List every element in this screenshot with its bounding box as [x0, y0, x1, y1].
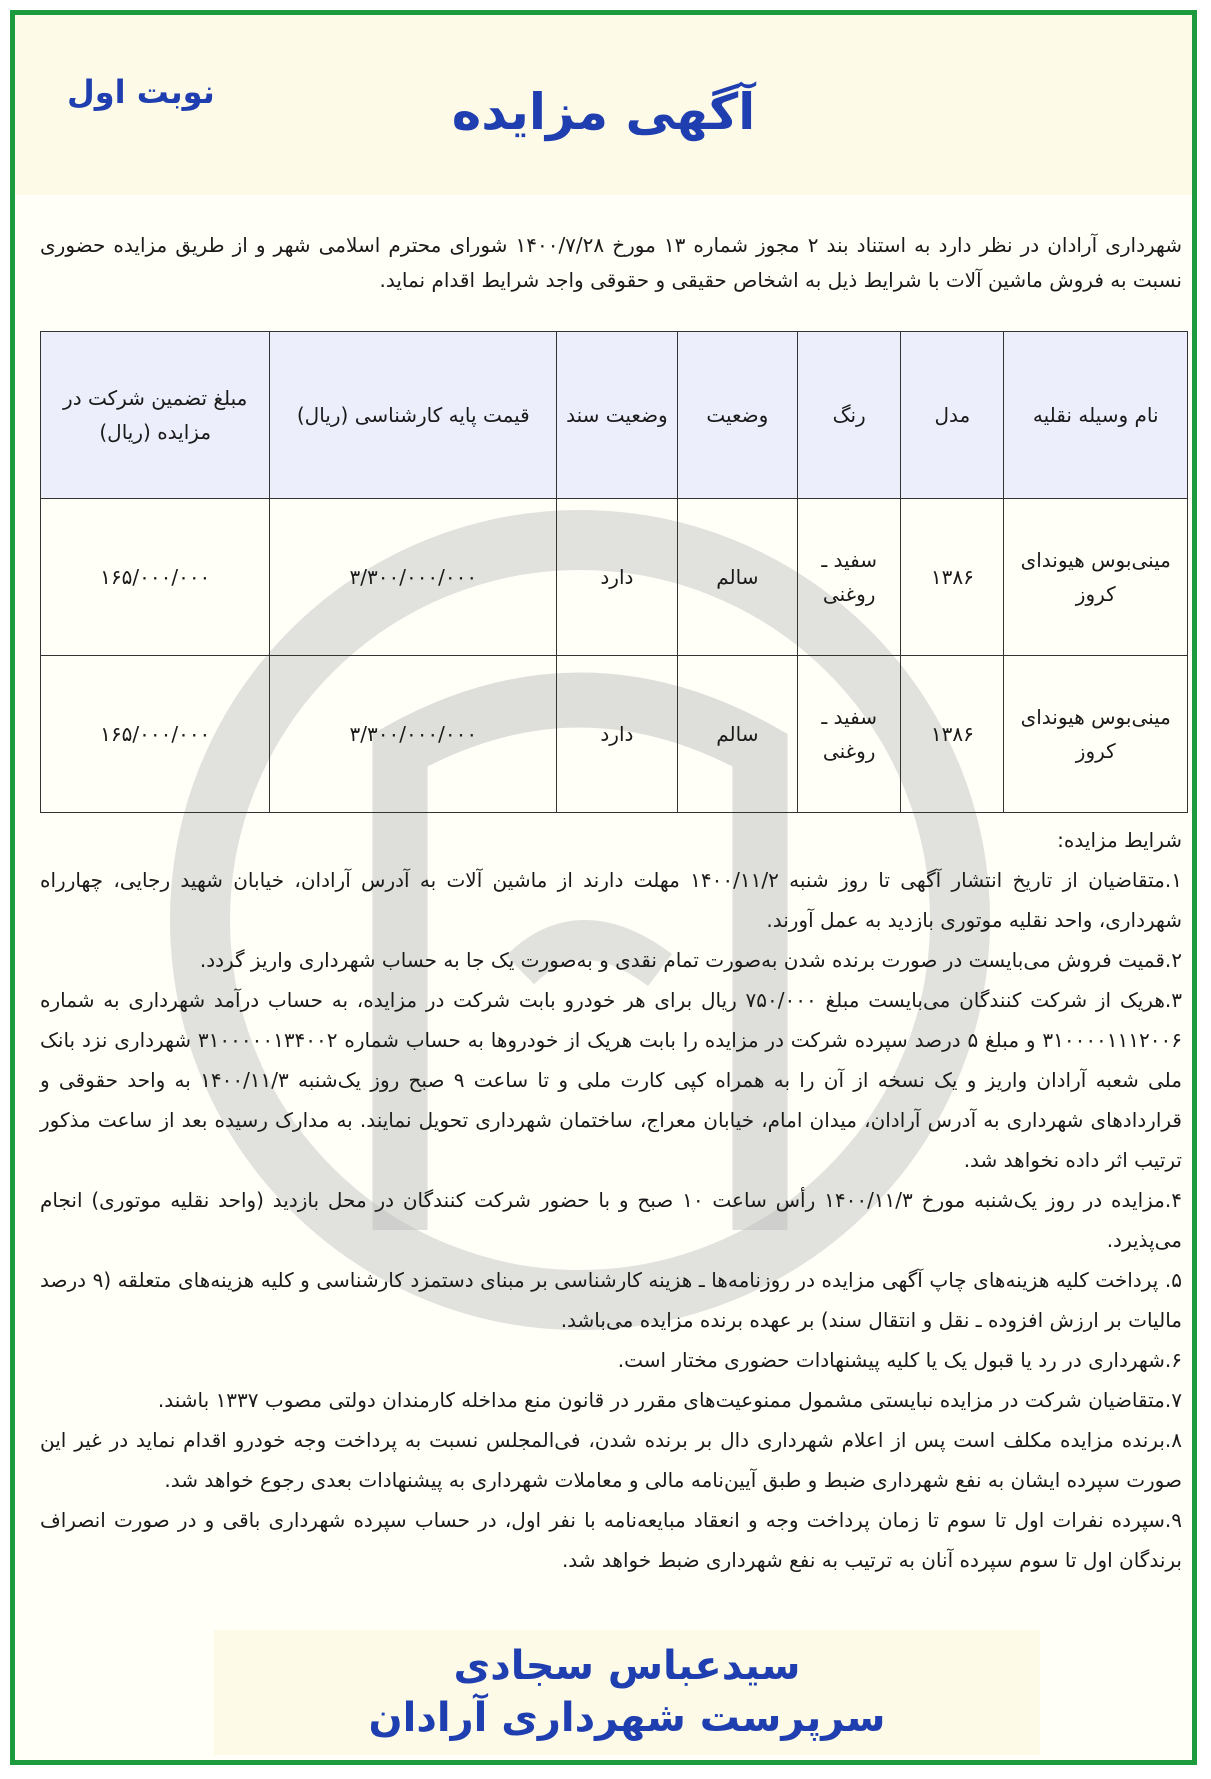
term-item: ۳.هریک از شرکت کنندگان می‌بایست مبلغ ۷۵۰/۰۰۰ ریال برای هر خودرو بابت شرکت در مزایده، به حساب درآمد شهرداری به شماره ۳۱۰۰۰۰۱۱۱۲۰۰۶ و مبلغ ۵ درصد سپرده شرکت در مزایده را بابت هریک از خودروها به حساب شماره ۳۱۰۰۰۰۰۱۳۴۰۰۲ شهرداری نزد بانک ملی شعبه آرادان واریز و یک نسخه از آن را به همراه کپی کارت ملی و تا ساعت ۹ صبح روز یک‌شنبه ۱۴۰۰/۱۱/۳ به واحد حقوقی و قراردادهای شهرداری به آدرس آرادان، میدان امام، خیابان معراج، ساختمان شهرداری تحویل نمایند. به مدارک رسیده بعد از ساعت مذکور ترتیب اثر داده نخواهد شد.	[40, 988, 1182, 1172]
header	[15, 15, 1192, 195]
terms-section	[40, 820, 1182, 1580]
terms-heading: شرایط مزایده:	[1057, 828, 1182, 852]
cell-document: دارد	[557, 656, 677, 813]
term-item: ۶.شهرداری در رد یا قبول یک یا کلیه پیشنهادات حضوری مختار است.	[617, 1348, 1182, 1372]
cell-condition: سالم	[677, 656, 797, 813]
term-item: ۹.سپرده نفرات اول تا سوم تا زمان پرداخت وجه و انعقاد مبایعه‌نامه با نفر اول، در حساب سپرده شهرداری باقی و در صورت انصراف برندگان اول تا سوم سپرده آنان به ترتیب به نفع شهرداری ضبط خواهد شد.	[40, 1508, 1182, 1572]
term-item: ۱.متقاضیان از تاریخ انتشار آگهی تا روز شنبه ۱۴۰۰/۱۱/۲ مهلت دارند از ماشین آلات به آدرس آرادان، خیابان شهید رجایی، چهارراه شهرداری، واحد نقلیه موتوری بازدید به عمل آورند.	[40, 868, 1183, 932]
page-title: آگهی مزایده	[451, 83, 756, 141]
cell-deposit: ۱۶۵/۰۰۰/۰۰۰	[41, 656, 270, 813]
cell-document: دارد	[557, 499, 677, 656]
term-item: ۷.متقاضیان شرکت در مزایده نبایستی مشمول ممنوعیت‌های مقرر در قانون منع مداخله کارمندان دولتی مصوب ۱۳۳۷ باشند.	[157, 1388, 1182, 1412]
cell-color: سفید ـ روغنی	[798, 499, 901, 656]
table-header-row	[41, 332, 1188, 499]
col-deposit: مبلغ تضمین شرکت در مزایده (ریال)	[41, 332, 270, 499]
col-model: مدل	[901, 332, 1004, 499]
col-condition: وضعیت	[677, 332, 797, 499]
signatory-title: سرپرست شهرداری آرادان	[368, 1695, 886, 1741]
signature-block	[214, 1630, 1040, 1755]
term-item: ۲.قمیت فروش می‌بایست در صورت برنده شدن به‌صورت تمام نقدی و به‌صورت یک جا به حساب شهرداری واریز گردد.	[199, 948, 1182, 972]
vehicle-table	[40, 331, 1188, 813]
cell-vehicle: مینی‌بوس هیوندای کروز	[1004, 656, 1188, 813]
intro-paragraph: شهرداری آرادان در نظر دارد به استناد بند ۲ مجوز شماره ۱۳ مورخ ۱۴۰۰/۷/۲۸ شورای محترم اسلامی شهر و از طریق مزایده حضوری نسبت به فروش ماشین آلات با شرایط ذیل به اشخاص حقیقی و حقوقی واجد شرایط اقدام نماید.	[40, 233, 1182, 292]
col-color: رنگ	[798, 332, 901, 499]
table-row	[41, 656, 1188, 813]
cell-model: ۱۳۸۶	[901, 656, 1004, 813]
cell-model: ۱۳۸۶	[901, 499, 1004, 656]
signatory-name: سیدعباس سجادی	[453, 1643, 801, 1689]
term-item: ۸.برنده مزایده مکلف است پس از اعلام شهرداری دال بر برنده شدن، فی‌المجلس نسبت به پرداخت وجه خودرو اقدام نماید در غیر این صورت سپرده ایشان به نفع شهرداری ضبط و طبق آیین‌نامه مالی و معاملات شهرداری به پیشنهادات بعدی رجوع خواهد شد.	[40, 1428, 1182, 1492]
cell-vehicle: مینی‌بوس هیوندای کروز	[1004, 499, 1188, 656]
cell-base-price: ۳/۳۰۰/۰۰۰/۰۰۰	[270, 499, 557, 656]
col-document: وضعیت سند	[557, 332, 677, 499]
cell-deposit: ۱۶۵/۰۰۰/۰۰۰	[41, 499, 270, 656]
table-row	[41, 499, 1188, 656]
cell-base-price: ۳/۳۰۰/۰۰۰/۰۰۰	[270, 656, 557, 813]
term-item: ۵. پرداخت کلیه هزینه‌های چاپ آگهی مزایده در روزنامه‌ها ـ هزینه کارشناسی بر مبنای دستمزد کارشناسی و کلیه هزینه‌های متعلقه (۹ درصد مالیات بر ارزش افزوده ـ نقل و انتقال سند) بر عهده برنده مزایده می‌باشد.	[40, 1268, 1182, 1332]
round-label: نوبت اول	[67, 73, 215, 111]
col-base-price: قیمت پایه کارشناسی (ریال)	[270, 332, 557, 499]
col-vehicle: نام وسیله نقلیه	[1004, 332, 1188, 499]
cell-color: سفید ـ روغنی	[798, 656, 901, 813]
term-item: ۴.مزایده در روز یک‌شنبه مورخ ۱۴۰۰/۱۱/۳ رأس ساعت ۱۰ صبح و با حضور شرکت کنندگان در محل بازدید (واحد نقلیه موتوری) انجام می‌پذیرد.	[40, 1188, 1182, 1252]
cell-condition: سالم	[677, 499, 797, 656]
